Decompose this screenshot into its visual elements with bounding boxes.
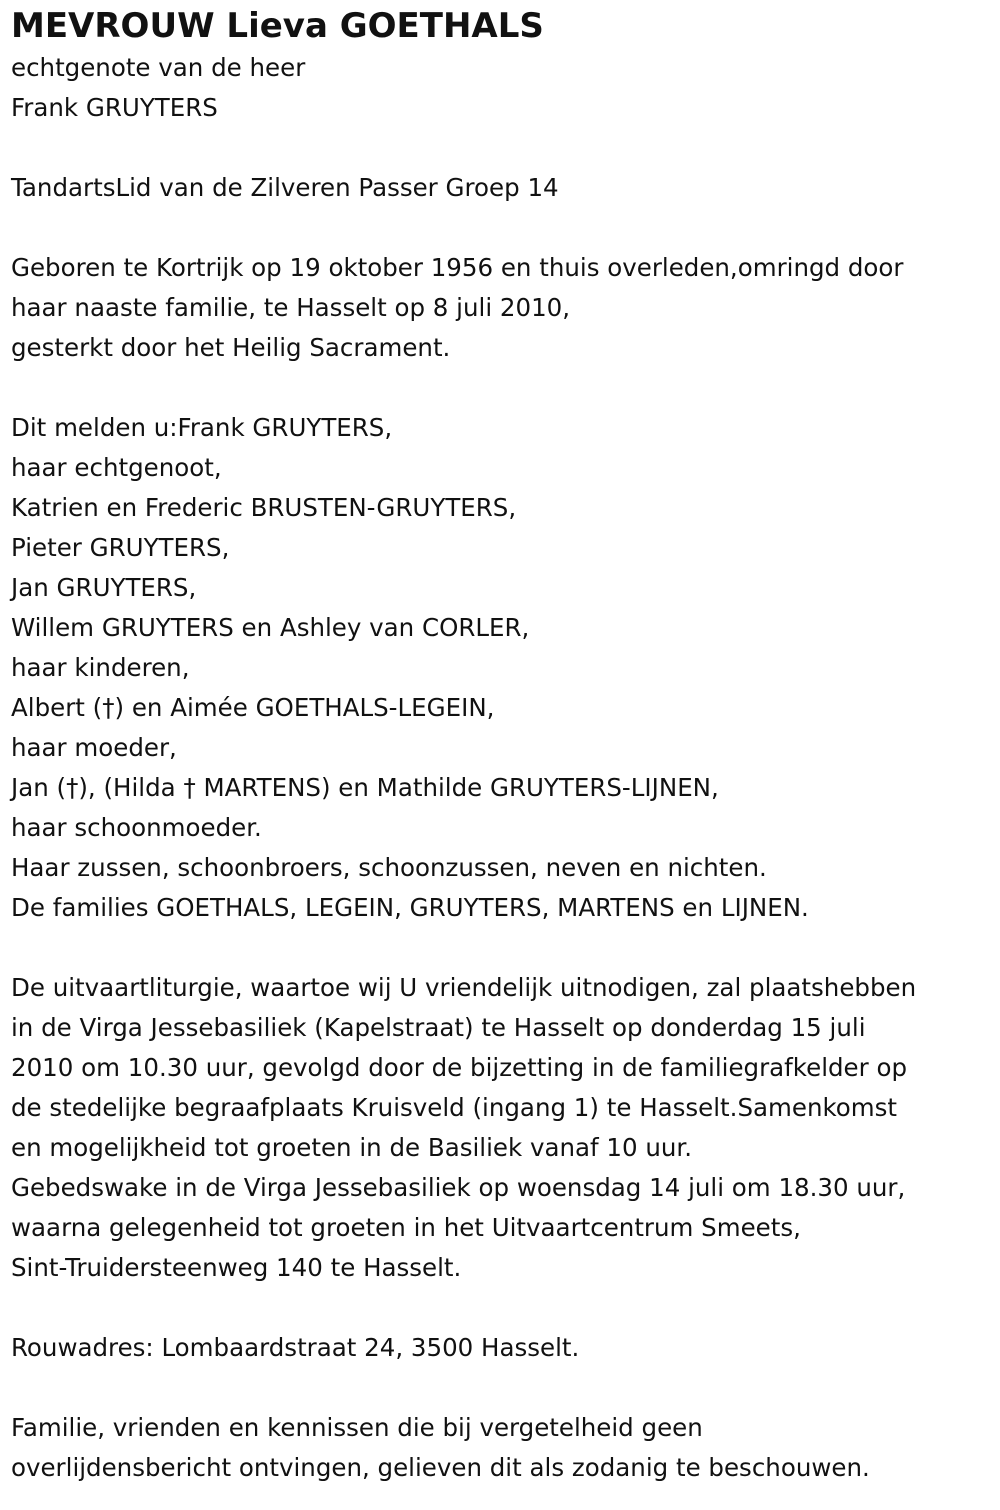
text-line: Familie, vrienden en kennissen die bij vergetelheid geen (11, 1413, 703, 1442)
text-line: gesterkt door het Heilig Sacrament. (11, 333, 451, 362)
text-line: Dit melden u:Frank GRUYTERS, (11, 413, 393, 442)
text-line: de stedelijke begraafplaats Kruisveld (ingang 1) te Hasselt.Samenkomst (11, 1093, 898, 1122)
text-line: en mogelijkheid tot groeten in de Basiliek vanaf 10 uur. (11, 1133, 693, 1162)
text-line: De families GOETHALS, LEGEIN, GRUYTERS, MARTENS en LIJNEN. (11, 893, 809, 922)
text-line: haar schoonmoeder. (11, 813, 262, 842)
text-line: Gebedswake in de Virga Jessebasiliek op woensdag 14 juli om 18.30 uur, (11, 1173, 906, 1202)
text-line: Katrien en Frederic BRUSTEN-GRUYTERS, (11, 493, 517, 522)
blank-line (11, 368, 1000, 408)
text-line: Rouwadres: Lombaardstraat 24, 3500 Hasselt. (11, 1333, 580, 1362)
text-line: Pieter GRUYTERS, (11, 533, 230, 562)
text-line: De uitvaartliturgie, waartoe wij U vriendelijk uitnodigen, zal plaatshebben (11, 973, 917, 1002)
text-line: Willem GRUYTERS en Ashley van CORLER, (11, 613, 530, 642)
obituary-text (11, 48, 1000, 1488)
text-line: haar kinderen, (11, 653, 190, 682)
text-line: Frank GRUYTERS (11, 93, 218, 122)
text-line: overlijdensbericht ontvingen, gelieven dit als zodanig te beschouwen. (11, 1453, 870, 1482)
text-line: Geboren te Kortrijk op 19 oktober 1956 en thuis overleden,omringd door (11, 253, 904, 282)
text-line: haar echtgenoot, (11, 453, 222, 482)
text-line: in de Virga Jessebasiliek (Kapelstraat) te Hasselt op donderdag 15 juli (11, 1013, 866, 1042)
text-line: Sint-Truidersteenweg 140 te Hasselt. (11, 1253, 462, 1282)
text-line: Jan GRUYTERS, (11, 573, 197, 602)
text-line: haar naaste familie, te Hasselt op 8 juli 2010, (11, 293, 571, 322)
text-line: Haar zussen, schoonbroers, schoonzussen, neven en nichten. (11, 853, 767, 882)
text-line: Albert (†) en Aimée GOETHALS-LEGEIN, (11, 693, 495, 722)
blank-line (11, 128, 1000, 168)
text-line: TandartsLid van de Zilveren Passer Groep 14 (11, 173, 559, 202)
blank-line (11, 208, 1000, 248)
text-line: haar moeder, (11, 733, 177, 762)
blank-line (11, 928, 1000, 968)
blank-line (11, 1288, 1000, 1328)
text-line: echtgenote van de heer (11, 53, 306, 82)
text-line: Jan (†), (Hilda † MARTENS) en Mathilde GRUYTERS-LIJNEN, (11, 773, 719, 802)
text-line: 2010 om 10.30 uur, gevolgd door de bijzetting in de familiegrafkelder op (11, 1053, 908, 1082)
text-line: waarna gelegenheid tot groeten in het Uitvaartcentrum Smeets, (11, 1213, 801, 1242)
deceased-name-title: MEVROUW Lieva GOETHALS (11, 6, 544, 46)
blank-line (11, 1368, 1000, 1408)
